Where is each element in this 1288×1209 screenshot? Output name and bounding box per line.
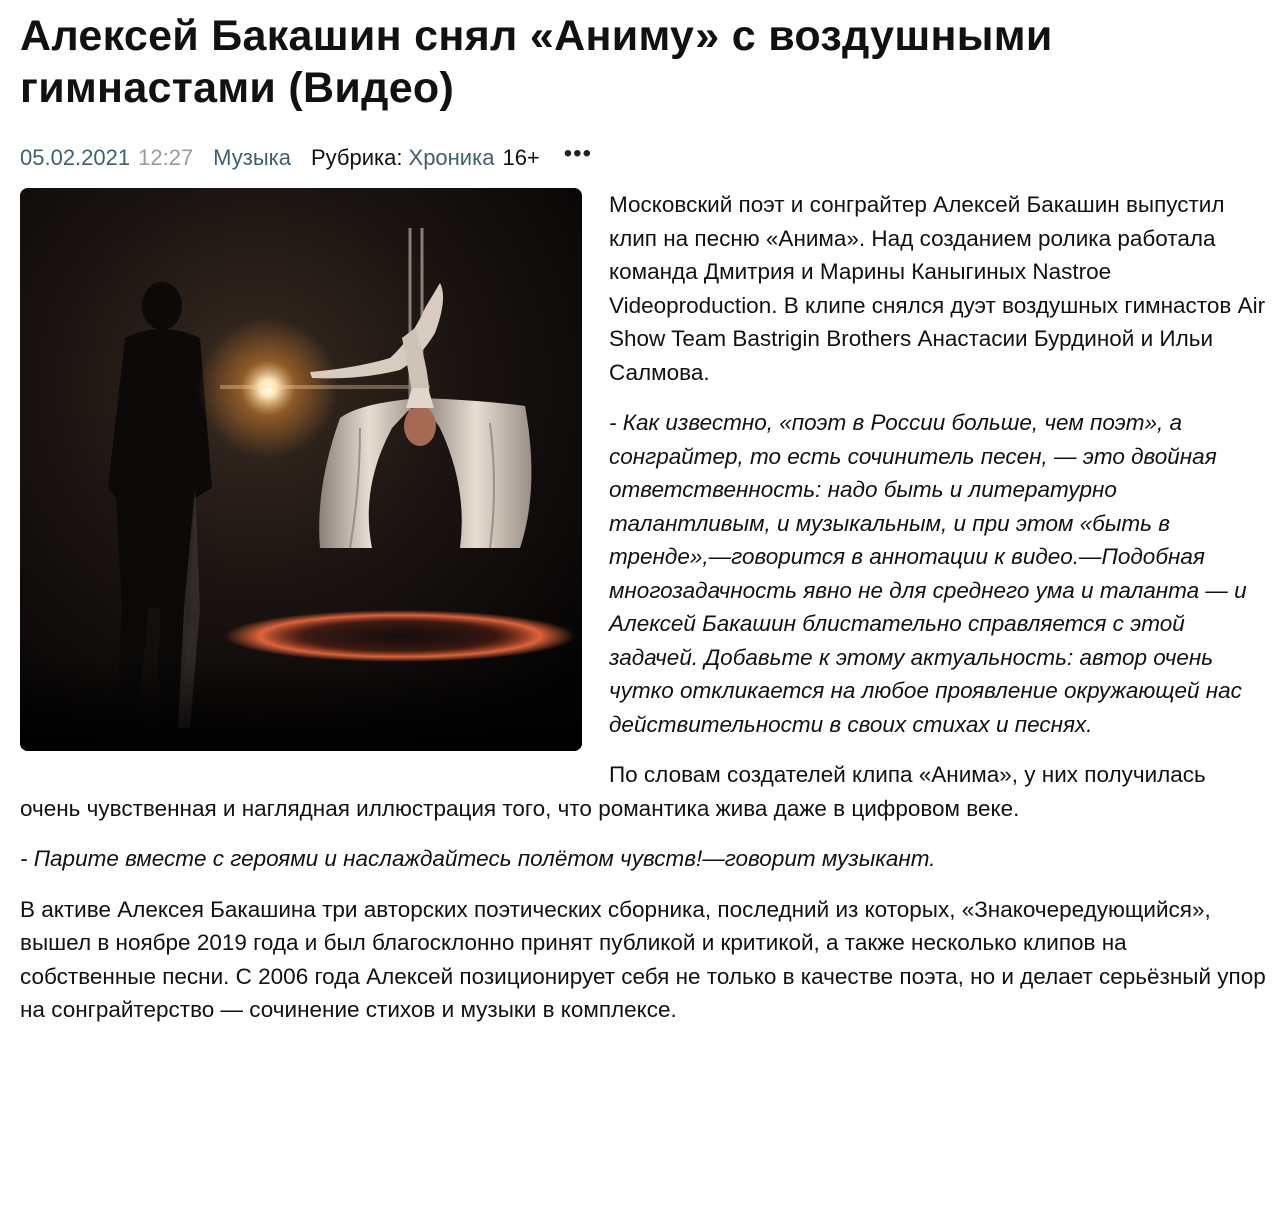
publish-time: 12:27	[138, 145, 194, 170]
article-body	[20, 188, 1268, 1027]
age-rating: 16+	[502, 145, 540, 170]
video-still-aerial-gymnasts-icon[interactable]	[20, 188, 582, 751]
article-title: Алексей Бакашин снял «Аниму» с воздушными гимнастами (Видео)	[20, 12, 1053, 112]
paragraph-quote-annotation: - Как известно, «поэт в России больше, чем поэт», а сонграйтер, то есть сочинитель песен, — это двойная ответственность: надо быть и литературно талантливым, и музыкальным, и при этом «быть в тренде»,—говорится в аннотации к видео.—Подобная многозадачность явно не для среднего ума и таланта — и Алексей Бакашин блистательно справляется с этой задачей. Добавьте к этому актуальность: автор очень чутко откликается на любое проявление окружающей нас действительности в своих стихах и песнях.	[609, 410, 1247, 737]
paragraph-creators: По словам создателей клипа «Анима», у них получилась очень чувственная и наглядная иллюстрация того, что романтика жива даже в цифровом веке.	[20, 762, 1206, 821]
paragraph-intro: Московский поэт и сонграйтер Алексей Бакашин выпустил клип на песню «Анима». Над созданием ролика работала команда Дмитрия и Марины Каныгиных Nastroe Videoproduction. В клипе снялся дуэт воздушных гимнастов Air Show Team Bastrigin Brothers Анастасии Бурдиной и Ильи Салмова.	[609, 192, 1266, 385]
paragraph-biography: В активе Алексея Бакашина три авторских поэтических сборника, последний из которых, «Знакочередующийся», вышел в ноябре 2019 года и был благосклонно принят публикой и критикой, а также несколько клипов на собственные песни. С 2006 года Алексей позиционирует себя не только в качестве поэта, но и делает серьёзный упор на сонграйтерство — сочинение стихов и музыки в комплексе.	[20, 896, 1266, 1022]
category-link[interactable]: Музыка	[213, 145, 291, 170]
rubric-label: Рубрика:	[311, 145, 403, 170]
publish-date: 05.02.2021	[20, 145, 131, 170]
rubric-link[interactable]: Хроника	[408, 145, 495, 170]
more-options-icon[interactable]: •••	[563, 140, 592, 167]
article-meta	[20, 142, 1268, 174]
paragraph-quote-musician: - Парите вместе с героями и наслаждайтесь полётом чувств!—говорит музыкант.	[20, 846, 936, 871]
